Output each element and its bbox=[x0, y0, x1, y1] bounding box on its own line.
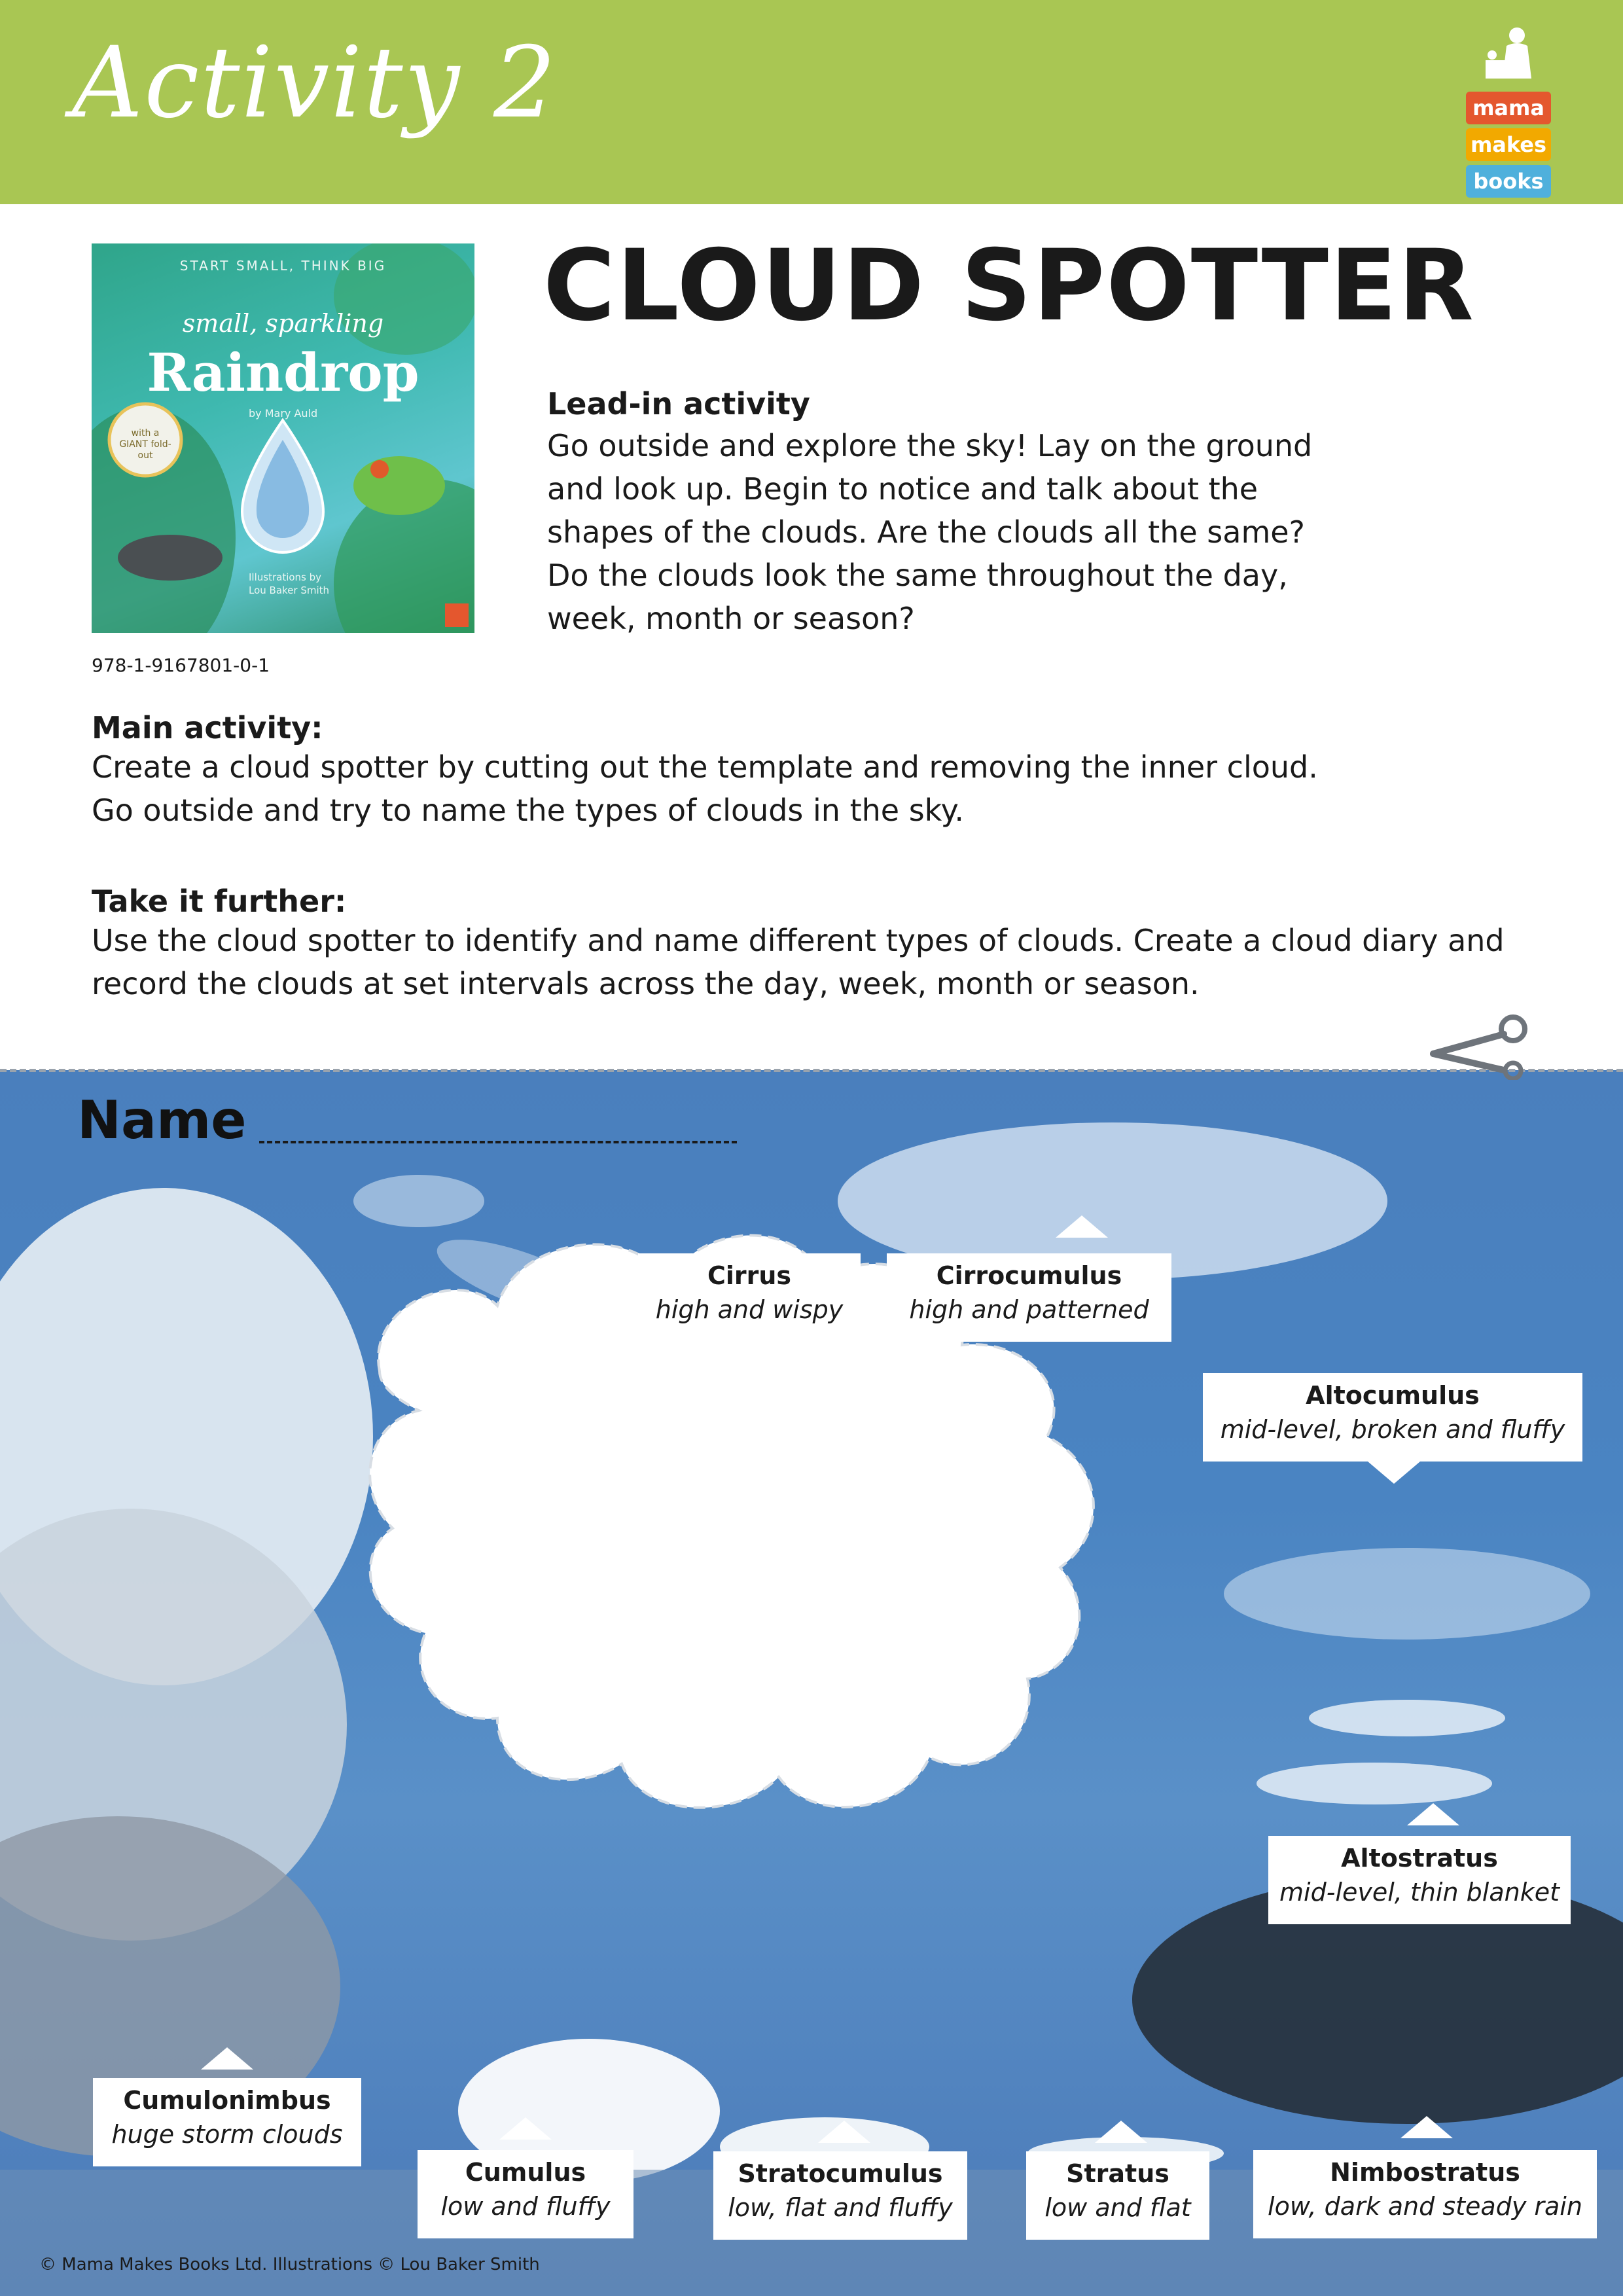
label-cumulus bbox=[418, 2150, 633, 2238]
activity-title: Activity 2 bbox=[72, 26, 558, 140]
cloud-name: Altocumulus bbox=[1306, 1381, 1480, 1410]
cloud-name: Cirrocumulus bbox=[936, 1261, 1122, 1290]
take-it-further-line: Use the cloud spotter to identify and name different types of clouds. Create a cloud diary and bbox=[92, 923, 1505, 958]
label-nimbostratus bbox=[1253, 2150, 1597, 2238]
label-altocumulus bbox=[1203, 1373, 1582, 1462]
take-it-further-line: record the clouds at set intervals across the day, week, month or season. bbox=[92, 966, 1200, 1001]
logo-word-mama: mama bbox=[1466, 92, 1551, 124]
logo-word-books: books bbox=[1466, 165, 1551, 198]
cirrus-arrow bbox=[609, 1266, 631, 1311]
book-illustrator-line1: Illustrations by bbox=[249, 571, 322, 583]
stratocumulus-arrow bbox=[818, 2121, 870, 2143]
book-badge: with a GIANT fold-out bbox=[119, 428, 171, 461]
cloud-name: Altostratus bbox=[1341, 1844, 1498, 1873]
lead-in-line: Do the clouds look the same throughout the day, bbox=[547, 558, 1288, 593]
take-it-further-heading: Take it further: bbox=[92, 884, 347, 919]
label-cirrocumulus bbox=[887, 1253, 1171, 1342]
label-stratus bbox=[1026, 2151, 1209, 2240]
main-activity-line: Go outside and try to name the types of clouds in the sky. bbox=[92, 793, 964, 828]
scissors-icon bbox=[1427, 1008, 1531, 1080]
book-cover bbox=[92, 243, 474, 633]
mama-makes-books-logo bbox=[1466, 26, 1564, 194]
take-it-further-section bbox=[92, 884, 1564, 1005]
header-banner bbox=[0, 0, 1623, 204]
main-activity-heading: Main activity: bbox=[92, 710, 323, 745]
cumulus-arrow bbox=[499, 2117, 552, 2140]
lead-in-line: shapes of the clouds. Are the clouds all the same? bbox=[547, 514, 1305, 550]
cloud-name: Nimbostratus bbox=[1330, 2158, 1520, 2187]
book-illustrator-line2: Lou Baker Smith bbox=[249, 584, 330, 596]
cloud-name: Stratocumulus bbox=[738, 2159, 943, 2188]
lead-in-line: and look up. Begin to notice and talk about the bbox=[547, 471, 1258, 507]
logo-word-makes: makes bbox=[1466, 128, 1551, 161]
main-activity-section bbox=[92, 710, 1531, 832]
book-title: Raindrop bbox=[147, 342, 419, 403]
book-tagline: START SMALL, THINK BIG bbox=[179, 258, 387, 274]
lead-in-heading: Lead-in activity bbox=[547, 386, 810, 422]
cloud-description: high and wispy bbox=[655, 1295, 844, 1324]
cut-line bbox=[0, 1069, 1623, 1072]
cloud-name: Cumulus bbox=[465, 2158, 586, 2187]
cloud-description: low and fluffy bbox=[440, 2192, 611, 2221]
name-label: Name bbox=[77, 1090, 247, 1151]
cloud-description: mid-level, thin blanket bbox=[1279, 1878, 1560, 1907]
altostratus-arrow bbox=[1407, 1803, 1459, 1825]
cirrocumulus-arrow bbox=[1056, 1215, 1108, 1238]
cloud-description: low and flat bbox=[1044, 2193, 1191, 2222]
cumulonimbus-arrow bbox=[201, 2047, 253, 2070]
cloud-spotter-template bbox=[0, 1070, 1623, 2296]
book-subtitle: small, sparkling bbox=[182, 309, 384, 338]
lead-in-line: week, month or season? bbox=[547, 601, 915, 636]
label-altostratus bbox=[1268, 1836, 1571, 1924]
stratus-arrow bbox=[1095, 2121, 1147, 2143]
cloud-description: huge storm clouds bbox=[111, 2120, 343, 2149]
altocumulus-arrow bbox=[1368, 1462, 1420, 1484]
main-activity-line: Create a cloud spotter by cutting out the template and removing the inner cloud. bbox=[92, 749, 1318, 785]
page-title: CLOUD SPOTTER bbox=[543, 229, 1475, 343]
cloud-name: Cirrus bbox=[707, 1261, 792, 1290]
nimbostratus-arrow bbox=[1400, 2116, 1453, 2138]
cloud-description: mid-level, broken and fluffy bbox=[1220, 1415, 1565, 1444]
lead-in-section bbox=[547, 386, 1332, 640]
book-illustrator bbox=[249, 571, 329, 597]
cloud-description: high and patterned bbox=[909, 1295, 1149, 1324]
cloud-name: Cumulonimbus bbox=[123, 2086, 331, 2115]
lead-in-line: Go outside and explore the sky! Lay on the ground bbox=[547, 428, 1313, 463]
label-stratocumulus bbox=[713, 2151, 967, 2240]
mother-reading-icon bbox=[1466, 26, 1544, 85]
cloud-description: low, flat and fluffy bbox=[728, 2193, 953, 2222]
copyright-footer: © Mama Makes Books Ltd. Illustrations © Lou Baker Smith bbox=[39, 2255, 540, 2274]
book-author: by Mary Auld bbox=[249, 407, 318, 420]
isbn: 978-1-9167801-0-1 bbox=[92, 655, 270, 676]
cloud-description: low, dark and steady rain bbox=[1268, 2192, 1582, 2221]
label-cirrus bbox=[638, 1253, 861, 1342]
name-write-line bbox=[259, 1141, 737, 1143]
cloud-name: Stratus bbox=[1066, 2159, 1169, 2188]
label-cumulonimbus bbox=[93, 2078, 361, 2166]
